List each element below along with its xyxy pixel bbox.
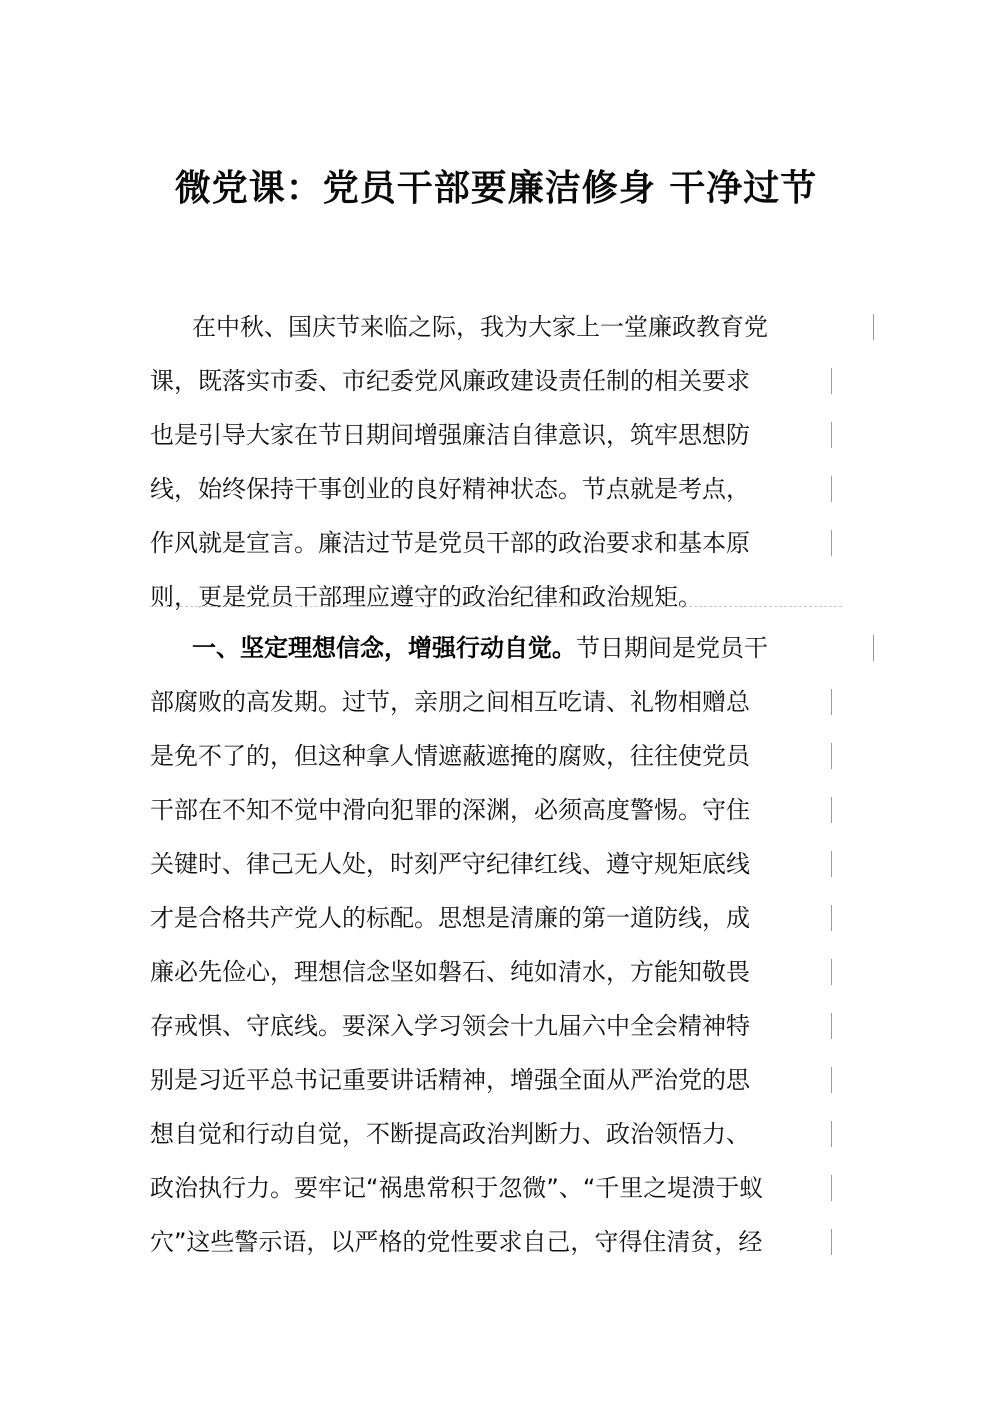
text-line: [150, 1107, 840, 1161]
text-line: [150, 570, 840, 624]
text-line: [150, 783, 840, 837]
text-line-content: 也是引导大家在节日期间增强廉洁自律意识，筑牢思想防: [150, 421, 750, 449]
margin-marker: [831, 368, 832, 394]
section-heading-continuation: 节日期间是党员干: [576, 634, 768, 662]
text-line: [150, 300, 882, 354]
text-line-content: 干部在不知不觉中滑向犯罪的深渊，必须高度警惕。守住: [150, 796, 750, 824]
margin-marker: [831, 1067, 832, 1093]
margin-marker: [831, 1013, 832, 1039]
section-divider: [150, 606, 842, 607]
text-line-content: 廉必先俭心，理想信念坚如磐石、纯如清水，方能知敬畏: [150, 958, 750, 986]
text-line: [150, 1053, 840, 1107]
text-line: [150, 837, 840, 891]
margin-marker: [831, 689, 832, 715]
text-line-content: 部腐败的高发期。过节，亲朋之间相互吃请、礼物相赠总: [150, 688, 750, 716]
text-line: [150, 999, 840, 1053]
intro-paragraph: [150, 300, 850, 624]
margin-marker: [831, 1229, 832, 1255]
text-line-content: 想自觉和行动自觉，不断提高政治判断力、政治领悟力、: [150, 1120, 750, 1148]
text-line: [150, 675, 840, 729]
section-heading: 一、坚定理想信念，增强行动自觉。: [192, 634, 576, 662]
text-line-content: 则，更是党员干部理应遵守的政治纪律和政治规矩。: [150, 583, 702, 611]
text-line: [150, 621, 882, 675]
margin-marker: [831, 743, 832, 769]
text-line-content: 是免不了的，但这种拿人情遮蔽遮掩的腐败，往往使党员: [150, 742, 750, 770]
margin-marker: [831, 959, 832, 985]
text-line-content: 关键时、律己无人处，时刻严守纪律红线、遵守规矩底线: [150, 850, 750, 878]
margin-marker: [873, 314, 874, 340]
text-line-content: 才是合格共产党人的标配。思想是清廉的第一道防线，成: [150, 904, 750, 932]
margin-marker: [831, 797, 832, 823]
text-line-content: 课，既落实市委、市纪委党风廉政建设责任制的相关要求: [150, 367, 750, 395]
margin-marker: [831, 851, 832, 877]
document-title: 微党课：党员干部要廉洁修身 干净过节: [174, 167, 818, 209]
text-line-content: 穴”这些警示语，以严格的党性要求自己，守得住清贫，经: [150, 1228, 763, 1256]
text-line-content: 别是习近平总书记重要讲话精神，增强全面从严治党的思: [150, 1066, 750, 1094]
margin-marker: [831, 422, 832, 448]
margin-marker: [873, 635, 874, 661]
text-line: [150, 945, 840, 999]
margin-marker: [831, 530, 832, 556]
text-line: [150, 408, 840, 462]
margin-marker: [831, 1175, 832, 1201]
text-line: [150, 354, 840, 408]
text-line-content: [192, 621, 768, 675]
margin-marker: [831, 1121, 832, 1147]
text-line-content: 政治执行力。要牢记“祸患常积于忽微”、“千里之堤溃于蚁: [150, 1174, 764, 1202]
text-line-content: 线，始终保持干事创业的良好精神状态。节点就是考点，: [150, 475, 750, 503]
text-line: [150, 729, 840, 783]
margin-marker: [831, 476, 832, 502]
text-line: [150, 1215, 840, 1269]
text-line-content: 作风就是宣言。廉洁过节是党员干部的政治要求和基本原: [150, 529, 750, 557]
text-line-content: 存戒惧、守底线。要深入学习领会十九届六中全会精神特: [150, 1012, 750, 1040]
text-line: [150, 891, 840, 945]
text-line: [150, 516, 840, 570]
section-one-paragraph: [150, 621, 850, 1269]
text-line-content: 在中秋、国庆节来临之际，我为大家上一堂廉政教育党: [192, 313, 768, 341]
text-line: [150, 1161, 840, 1215]
margin-marker: [831, 905, 832, 931]
text-line: [150, 462, 840, 516]
